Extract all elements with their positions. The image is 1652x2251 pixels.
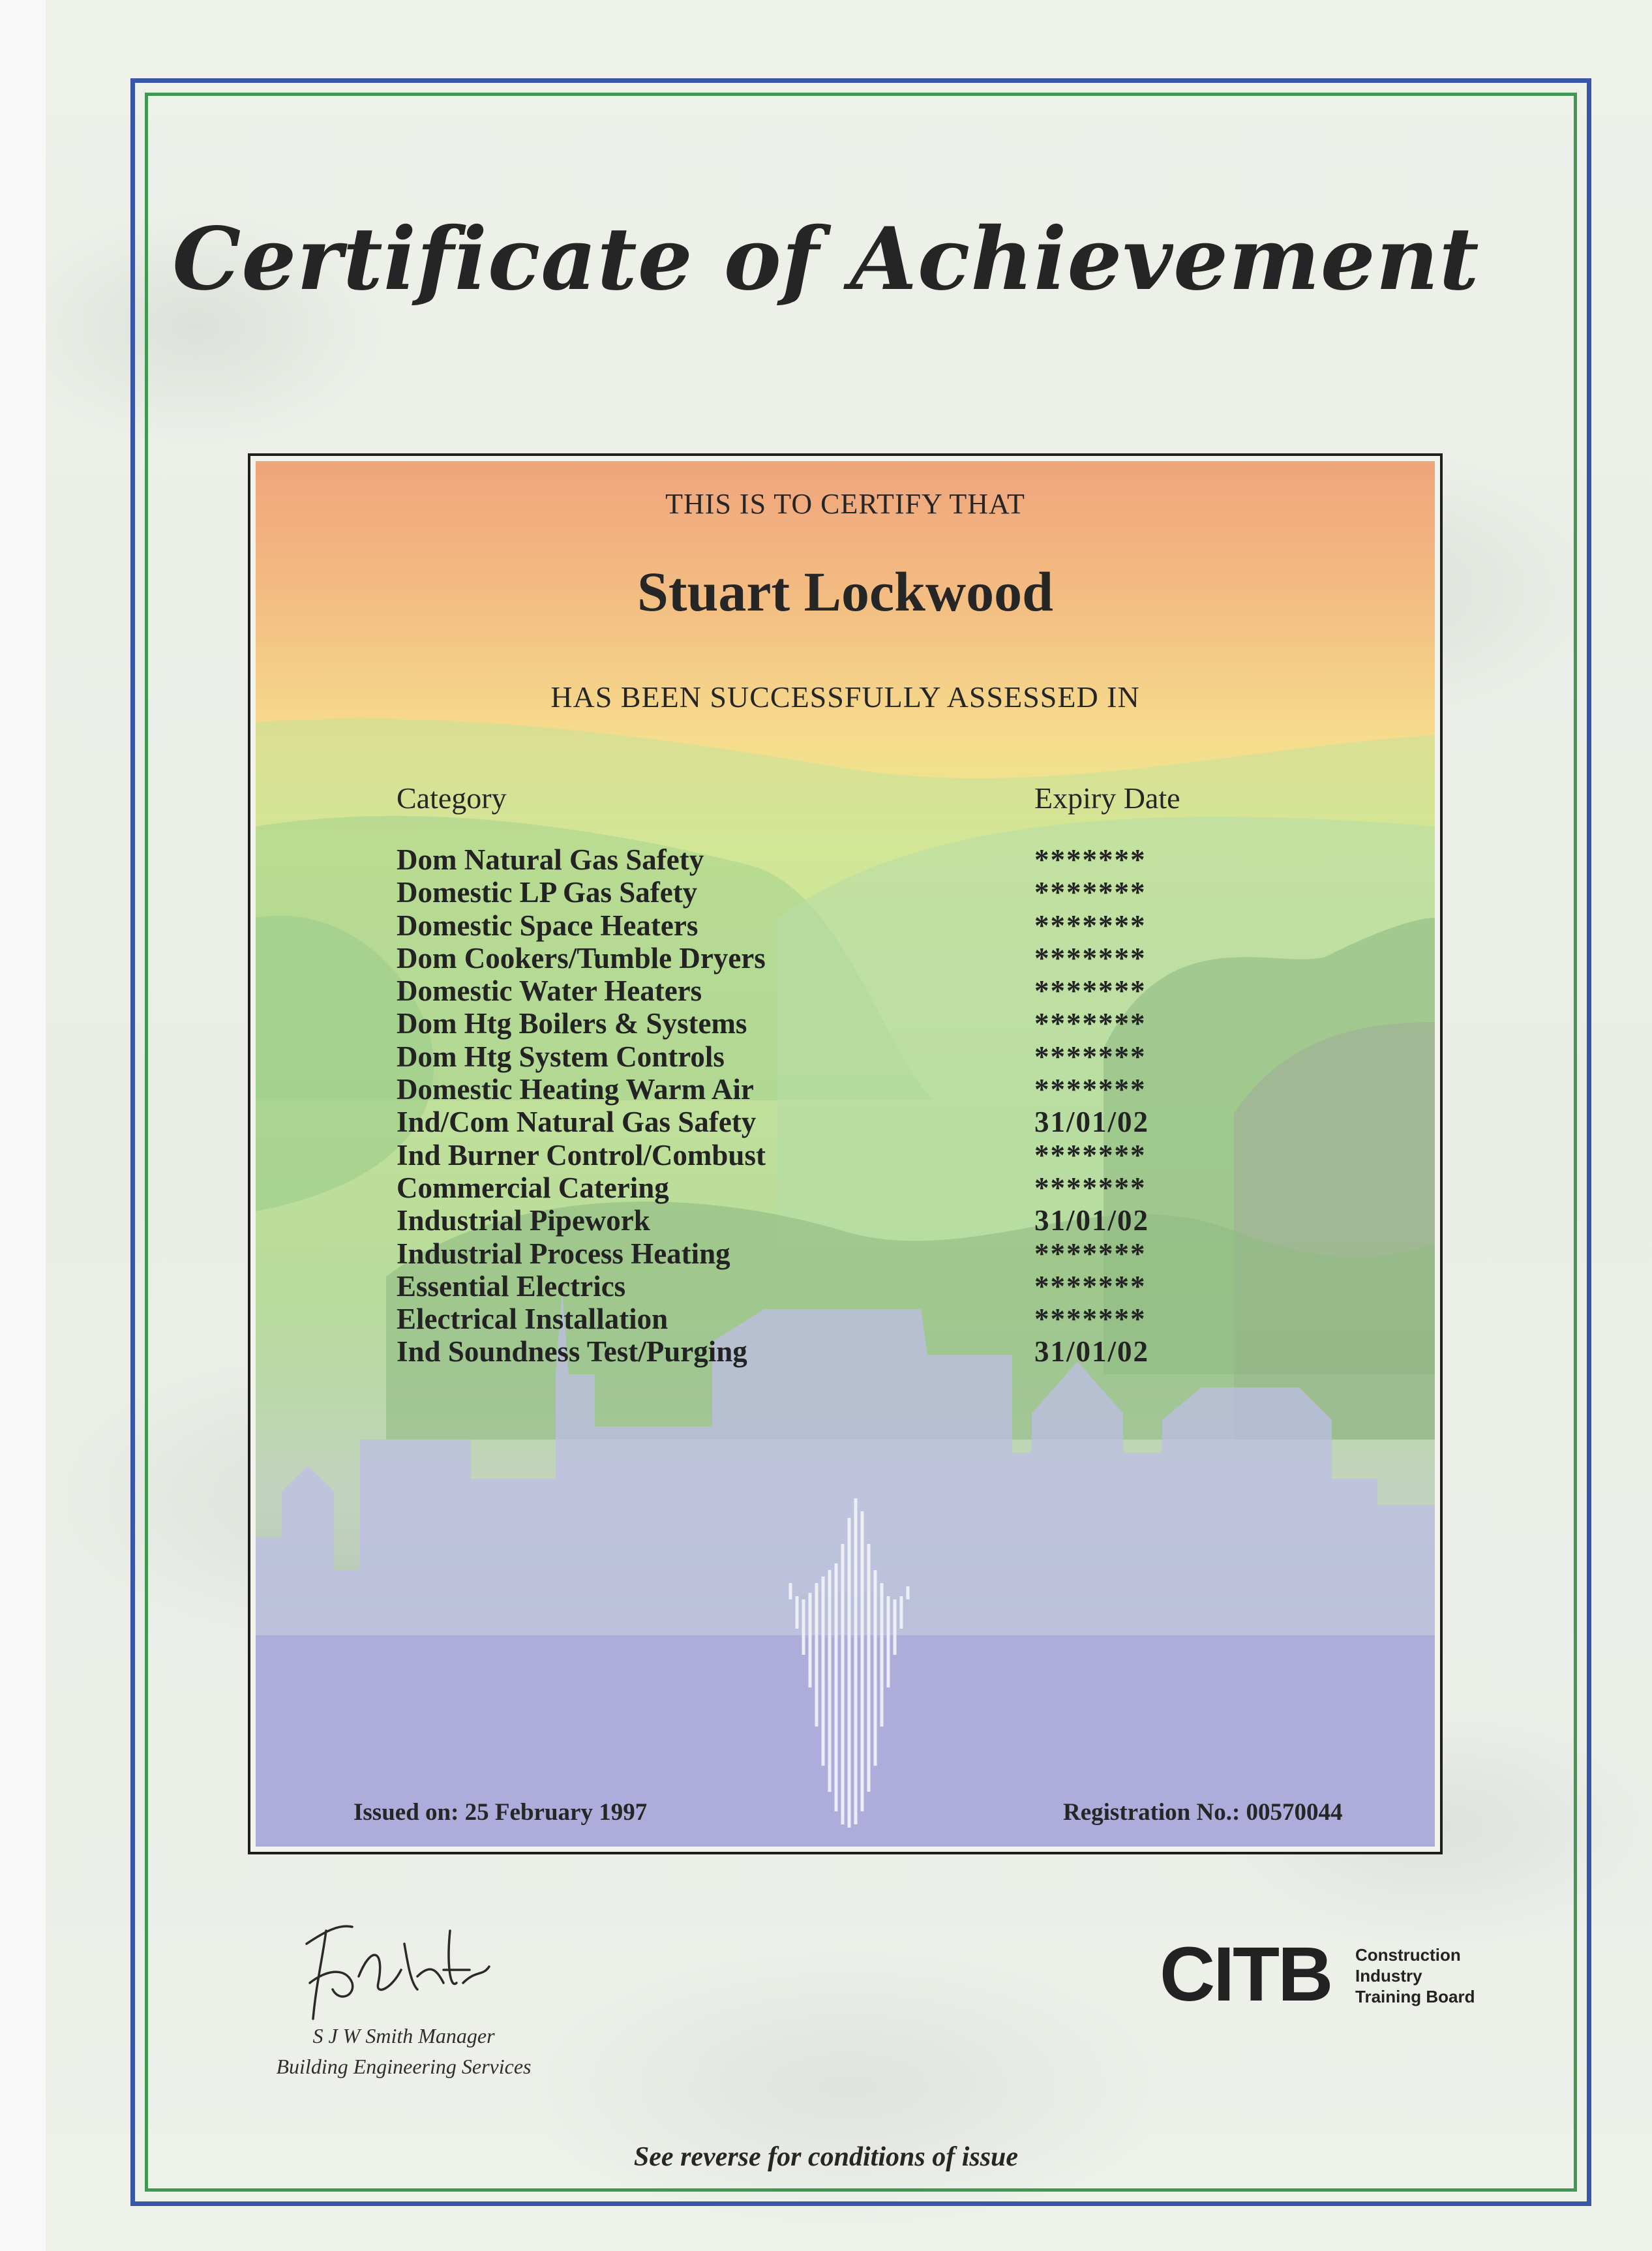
signatory-name: S J W Smith Manager: [312, 2024, 495, 2047]
category-row: [397, 974, 1310, 1007]
category-name: Ind Soundness Test/Purging: [397, 1335, 747, 1368]
category-expiry: *******: [1034, 909, 1147, 942]
category-name: Essential Electrics: [397, 1269, 626, 1303]
citb-logo: [1160, 1931, 1486, 2017]
category-name: Dom Htg Boilers & Systems: [397, 1007, 747, 1040]
category-name: Ind Burner Control/Combust: [397, 1138, 766, 1171]
category-row: [397, 1237, 1310, 1270]
category-expiry: 31/01/02: [1034, 1335, 1150, 1368]
expiry-header: Expiry Date: [1034, 781, 1180, 815]
citb-line-2: Industry: [1355, 1966, 1422, 1986]
category-row: [397, 1139, 1310, 1171]
category-row: [397, 1007, 1310, 1040]
category-row: [397, 1073, 1310, 1106]
issued-date: Issued on: 25 February 1997: [353, 1799, 648, 1826]
category-name: Domestic Heating Warm Air: [397, 1073, 754, 1106]
category-name: Industrial Pipework: [397, 1204, 650, 1237]
category-name: Dom Htg System Controls: [397, 1040, 725, 1073]
category-row: [397, 1303, 1310, 1335]
category-name: Electrical Installation: [397, 1303, 668, 1336]
footer-note: See reverse for conditions of issue: [633, 2142, 1019, 2172]
category-row: [397, 1335, 1310, 1368]
category-name: Commercial Catering: [397, 1171, 669, 1204]
category-expiry: *******: [1034, 1073, 1147, 1106]
category-expiry: *******: [1034, 843, 1147, 876]
category-name: Domestic Space Heaters: [397, 909, 698, 942]
category-expiry: *******: [1034, 1007, 1147, 1040]
category-expiry: *******: [1034, 1303, 1147, 1336]
category-expiry: *******: [1034, 1040, 1147, 1073]
category-row: [397, 1106, 1310, 1138]
category-expiry: *******: [1034, 941, 1147, 974]
achievement-panel: [256, 461, 1435, 1847]
scan-edge: [0, 0, 46, 2251]
category-name: Dom Natural Gas Safety: [397, 843, 704, 876]
category-name: Ind/Com Natural Gas Safety: [397, 1106, 757, 1139]
category-row: [397, 1270, 1310, 1303]
citb-line-3: Training Board: [1355, 1987, 1475, 2006]
citb-line-1: Construction: [1355, 1945, 1461, 1965]
category-expiry: 31/01/02: [1034, 1106, 1150, 1139]
category-expiry: *******: [1034, 1237, 1147, 1270]
category-name: Domestic LP Gas Safety: [397, 876, 698, 909]
signature-mark: [287, 1905, 496, 2035]
registration-number: Registration No.: 00570044: [1063, 1799, 1343, 1826]
category-expiry: *******: [1034, 876, 1147, 909]
category-expiry: *******: [1034, 1138, 1147, 1171]
category-name: Dom Cookers/Tumble Dryers: [397, 941, 766, 974]
signatory-department: Building Engineering Services: [276, 2055, 532, 2078]
certificate-title: Certificate of Achievement: [172, 209, 1480, 310]
category-header: Category: [397, 781, 507, 815]
category-list: [397, 843, 1310, 1368]
citb-mark: CITB: [1160, 1931, 1332, 2017]
category-row: [397, 1204, 1310, 1237]
category-row: [397, 1171, 1310, 1204]
category-row: [397, 909, 1310, 942]
certify-line: THIS IS TO CERTIFY THAT: [665, 488, 1025, 520]
category-row: [397, 876, 1310, 909]
category-name: Industrial Process Heating: [397, 1237, 730, 1270]
category-expiry: *******: [1034, 1269, 1147, 1303]
recipient-name: Stuart Lockwood: [637, 560, 1053, 623]
category-expiry: *******: [1034, 974, 1147, 1008]
assessed-line: HAS BEEN SUCCESSFULLY ASSESSED IN: [550, 680, 1140, 714]
category-row: [397, 1040, 1310, 1073]
category-expiry: 31/01/02: [1034, 1204, 1150, 1237]
category-row: [397, 942, 1310, 974]
category-name: Domestic Water Heaters: [397, 974, 702, 1008]
category-expiry: *******: [1034, 1171, 1147, 1204]
category-row: [397, 843, 1310, 876]
